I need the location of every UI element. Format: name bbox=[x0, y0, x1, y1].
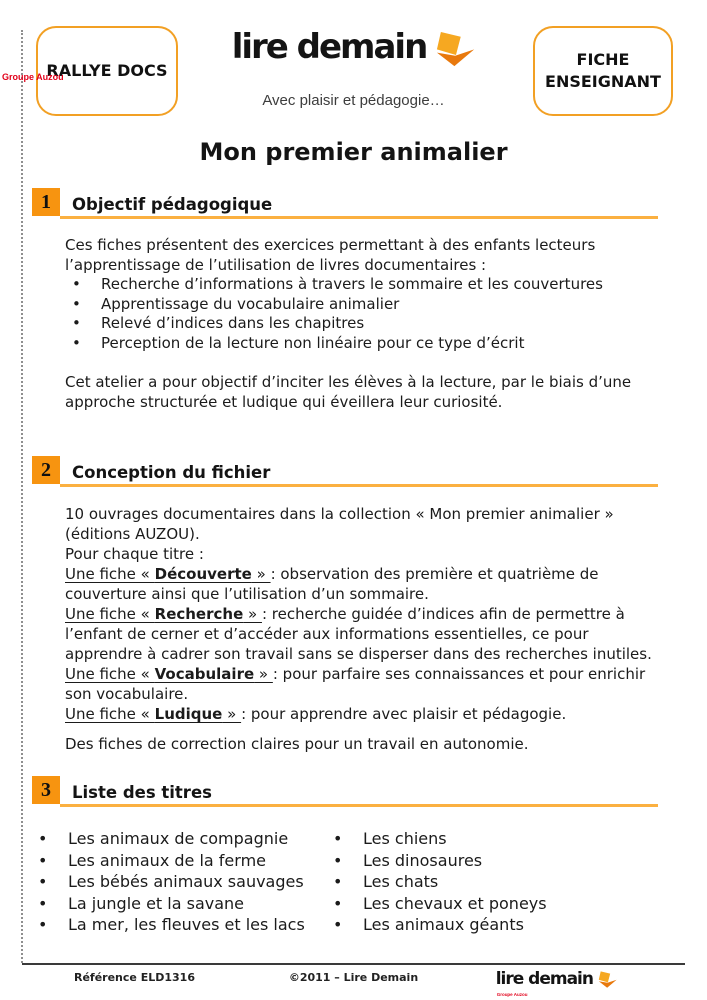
fiche-close: » bbox=[222, 705, 242, 723]
page-footer bbox=[22, 963, 685, 997]
collection-line: 10 ouvrages documentaires dans la collection « Mon premier animalier » bbox=[65, 505, 614, 523]
fiche-word: Recherche bbox=[154, 605, 244, 623]
list-item: • Les chats bbox=[327, 871, 658, 893]
fiche-prefix: Une fiche « bbox=[65, 705, 155, 723]
titles-column-left bbox=[32, 828, 327, 936]
fiche-desc: : pour apprendre avec plaisir et pédagogie. bbox=[241, 705, 567, 723]
list-item: • Les chiens bbox=[327, 828, 658, 850]
fiche-close: » bbox=[251, 565, 271, 583]
fiche-prefix: Une fiche « bbox=[65, 665, 155, 683]
footer-logo-wordmark: lire demain bbox=[495, 969, 593, 989]
fiche-ludique bbox=[65, 704, 658, 724]
section-conception-du-fichier bbox=[32, 456, 658, 754]
enseignant-line: ENSEIGNANT bbox=[545, 72, 661, 91]
list-item: • Les bébés animaux sauvages bbox=[32, 871, 327, 893]
fiche-word: Découverte bbox=[154, 565, 252, 583]
list-item: • Les animaux géants bbox=[327, 914, 658, 936]
section-1-intro: Ces fiches présentent des exercices permettant à des enfants lecteurs l’apprentissage de l’utilisation de livres documentaires : bbox=[65, 236, 596, 274]
fiche-enseignant-label bbox=[545, 49, 661, 93]
list-item: • Les animaux de compagnie bbox=[32, 828, 327, 850]
section-1-number-box: 1 bbox=[32, 188, 60, 216]
section-objectif-pedagogique bbox=[32, 188, 658, 412]
section-2-number-box: 2 bbox=[32, 456, 60, 484]
section-1-orange-rule bbox=[60, 216, 658, 219]
fiche-recherche-underlined bbox=[65, 605, 262, 623]
titles-list-left bbox=[32, 828, 327, 936]
section-3-number-box: 3 bbox=[32, 776, 60, 804]
footer-groupe-auzou-label: Groupe Auzou bbox=[496, 992, 528, 997]
fiche-close: » bbox=[243, 605, 262, 623]
section-3-title: Liste des titres bbox=[72, 783, 212, 802]
list-item: • La mer, les fleuves et les lacs bbox=[32, 914, 327, 936]
titles-column-right bbox=[327, 828, 658, 936]
fiche-desc: : recherche guidée d’indices afin de permettre à l’enfant de cerner et d’accéder aux informations essentielles, ce pour apprendre à cadrer son travail sans se disperser dans des recherches inutiles. bbox=[65, 605, 652, 663]
fiche-enseignant-badge bbox=[533, 26, 673, 116]
section-1-title: Objectif pédagogique bbox=[72, 195, 273, 214]
fiche-recherche bbox=[65, 604, 658, 664]
section-1-body bbox=[65, 236, 658, 412]
list-item: • La jungle et la savane bbox=[32, 893, 327, 915]
section-3-header bbox=[32, 776, 658, 807]
logo-wordmark: lire demain bbox=[231, 27, 427, 67]
reference-label: Référence ELD1316 bbox=[74, 971, 195, 984]
section-2-title: Conception du fichier bbox=[72, 463, 271, 482]
copyright-label: ©2011 – Lire Demain bbox=[288, 971, 419, 984]
fiche-close: » bbox=[254, 665, 273, 683]
fiche-decouverte bbox=[65, 564, 658, 604]
open-book-icon bbox=[429, 30, 475, 76]
fiche-word: Ludique bbox=[154, 705, 223, 723]
logo-main bbox=[232, 28, 476, 76]
fiche-ludique-underlined bbox=[65, 705, 241, 723]
open-book-icon bbox=[593, 970, 617, 994]
section-3-orange-rule bbox=[60, 804, 658, 807]
fiche-vocabulaire bbox=[65, 664, 658, 704]
footer-logo-main bbox=[496, 970, 617, 994]
list-item: • Apprentissage du vocabulaire animalier bbox=[65, 295, 658, 315]
footer-lire-demain-logo bbox=[496, 970, 617, 997]
section-2-orange-rule bbox=[60, 484, 658, 487]
section-2-header bbox=[32, 456, 658, 487]
page-title: Mon premier animalier bbox=[199, 138, 508, 166]
section-2-body bbox=[65, 504, 658, 754]
list-item: • Recherche d’informations à travers le sommaire et les couvertures bbox=[65, 275, 658, 295]
list-item: • Les chevaux et poneys bbox=[327, 893, 658, 915]
section-liste-des-titres bbox=[32, 776, 658, 936]
groupe-auzou-label: Groupe Auzou bbox=[2, 72, 64, 82]
section-2-closing: Des fiches de correction claires pour un travail en autonomie. bbox=[65, 735, 529, 753]
fiche-vocabulaire-underlined bbox=[65, 665, 273, 683]
left-margin-dotted-rule bbox=[21, 30, 23, 963]
fiche-word: Vocabulaire bbox=[154, 665, 255, 683]
section-1-bullet-list bbox=[65, 275, 658, 353]
list-item: • Relevé d’indices dans les chapitres bbox=[65, 314, 658, 334]
editions-line: (éditions AUZOU). bbox=[65, 525, 200, 543]
fiche-prefix: Une fiche « bbox=[65, 605, 155, 623]
fiche-desc: : pour parfaire ses connaissances et pour enrichir son vocabulaire. bbox=[65, 665, 646, 703]
list-item: • Les dinosaures bbox=[327, 850, 658, 872]
rallye-docs-label: RALLYE DOCS bbox=[46, 61, 168, 80]
page-header bbox=[0, 0, 707, 132]
fiche-line: FICHE bbox=[576, 50, 630, 69]
titles-list-right bbox=[327, 828, 658, 936]
fiche-desc: : observation des première et quatrième de couverture ainsi que l’utilisation d’un sommaire. bbox=[65, 565, 599, 603]
fiche-prefix: Une fiche « bbox=[65, 565, 155, 583]
fiche-decouverte-underlined bbox=[65, 565, 271, 583]
tagline: Avec plaisir et pédagogie… bbox=[262, 92, 445, 109]
pour-chaque-titre-line: Pour chaque titre : bbox=[65, 545, 204, 563]
list-item: • Perception de la lecture non linéaire pour ce type d’écrit bbox=[65, 334, 658, 354]
section-1-outro: Cet atelier a pour objectif d’inciter les élèves à la lecture, par le biais d’une approche structurée et ludique qui éveillera leur curiosité. bbox=[65, 373, 632, 411]
list-item: • Les animaux de la ferme bbox=[32, 850, 327, 872]
section-1-header bbox=[32, 188, 658, 219]
titles-columns bbox=[32, 828, 658, 936]
